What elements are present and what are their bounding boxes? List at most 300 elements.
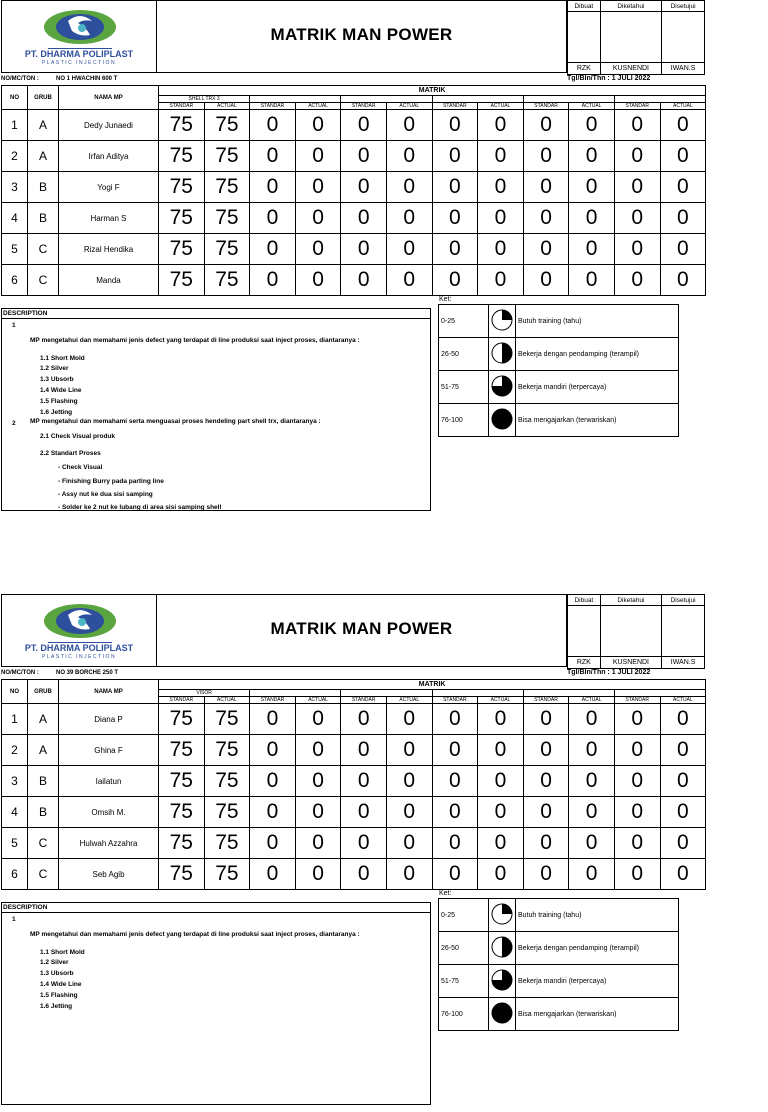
date-label: Tgl/Bln/Thn : 1 JULI 2022 bbox=[567, 75, 651, 82]
row-no: 3 bbox=[2, 766, 28, 797]
lower-section bbox=[0, 890, 706, 1112]
score-cell: 75 bbox=[159, 704, 205, 735]
score-cell: 0 bbox=[341, 234, 387, 265]
table-row bbox=[2, 766, 706, 797]
table-row bbox=[2, 859, 706, 890]
signature-cell bbox=[600, 606, 661, 657]
proficiency-pie-icon bbox=[490, 968, 514, 992]
sub-header: ACTUAL bbox=[295, 103, 341, 110]
machine-label: NO/MC/TON : bbox=[1, 670, 39, 676]
signoff-label: Dibuat bbox=[568, 595, 601, 606]
matrik-group-header bbox=[432, 96, 523, 103]
legend-text: Bisa mengajarkan (terwariskan) bbox=[516, 404, 679, 437]
date-label: Tgl/Bln/Thn : 1 JULI 2022 bbox=[567, 669, 651, 676]
legend-range: 51-75 bbox=[439, 371, 489, 404]
machine-value: NO 1 HWACHIN 600 T bbox=[56, 76, 118, 82]
score-cell: 0 bbox=[523, 766, 569, 797]
sub-header: ACTUAL bbox=[660, 697, 706, 704]
row-nama: Ghina F bbox=[59, 735, 159, 766]
sub-header: ACTUAL bbox=[660, 103, 706, 110]
matrik-group-header bbox=[432, 690, 523, 697]
sub-header: ACTUAL bbox=[569, 697, 615, 704]
score-cell: 0 bbox=[569, 766, 615, 797]
score-cell: 75 bbox=[204, 828, 250, 859]
score-cell: 0 bbox=[614, 141, 660, 172]
score-cell: 0 bbox=[250, 141, 296, 172]
legend-row bbox=[439, 899, 679, 932]
score-cell: 0 bbox=[386, 859, 432, 890]
description-line: MP mengetahui dan memahami serta menguasai proses hendeling part shell trx, diantaranya : bbox=[30, 418, 321, 425]
score-cell: 0 bbox=[523, 172, 569, 203]
score-cell: 0 bbox=[295, 797, 341, 828]
score-cell: 0 bbox=[341, 735, 387, 766]
score-cell: 0 bbox=[386, 766, 432, 797]
score-cell: 0 bbox=[523, 110, 569, 141]
description-line: - Assy nut ke dua sisi samping bbox=[58, 491, 153, 498]
score-cell: 0 bbox=[295, 265, 341, 296]
description-line: 1.1 Short Mold bbox=[40, 355, 85, 362]
row-grub: B bbox=[28, 766, 59, 797]
score-cell: 75 bbox=[159, 828, 205, 859]
legend-table bbox=[438, 898, 679, 1031]
score-cell: 0 bbox=[660, 704, 706, 735]
sheet-header bbox=[0, 594, 706, 668]
row-no: 6 bbox=[2, 265, 28, 296]
header-nama: NAMA MP bbox=[59, 680, 159, 704]
sub-header: STANDAR bbox=[432, 697, 478, 704]
score-cell: 0 bbox=[432, 141, 478, 172]
signature-cell bbox=[662, 12, 705, 63]
score-cell: 0 bbox=[614, 735, 660, 766]
score-cell: 0 bbox=[250, 859, 296, 890]
score-cell: 0 bbox=[432, 766, 478, 797]
sub-header: STANDAR bbox=[523, 697, 569, 704]
legend-row bbox=[439, 305, 679, 338]
score-cell: 0 bbox=[569, 203, 615, 234]
sub-header: STANDAR bbox=[614, 103, 660, 110]
legend-row bbox=[439, 965, 679, 998]
score-cell: 0 bbox=[614, 234, 660, 265]
sub-header: STANDAR bbox=[250, 103, 296, 110]
score-cell: 0 bbox=[569, 735, 615, 766]
signoff-name: IWAN.S bbox=[662, 657, 705, 669]
table-row bbox=[2, 110, 706, 141]
score-cell: 75 bbox=[204, 203, 250, 234]
score-cell: 0 bbox=[614, 828, 660, 859]
description-line: - Solder ke 2 nut ke lubang di area sisi samping shell bbox=[58, 504, 222, 511]
proficiency-pie-icon bbox=[490, 374, 514, 398]
score-cell: 0 bbox=[569, 704, 615, 735]
score-cell: 0 bbox=[523, 203, 569, 234]
row-no: 4 bbox=[2, 203, 28, 234]
score-cell: 0 bbox=[341, 265, 387, 296]
score-cell: 0 bbox=[523, 735, 569, 766]
score-cell: 0 bbox=[341, 704, 387, 735]
score-cell: 0 bbox=[250, 265, 296, 296]
score-cell: 0 bbox=[341, 141, 387, 172]
row-nama: Omsih M. bbox=[59, 797, 159, 828]
score-cell: 0 bbox=[295, 735, 341, 766]
company-subtitle: PLASTIC INJECTION bbox=[41, 654, 117, 660]
score-cell: 0 bbox=[569, 859, 615, 890]
legend-row bbox=[439, 998, 679, 1031]
score-cell: 0 bbox=[386, 172, 432, 203]
machine-value: NO 39 BORCHE 250 T bbox=[56, 670, 119, 676]
row-nama: Diana P bbox=[59, 704, 159, 735]
score-cell: 75 bbox=[159, 110, 205, 141]
description-line: 1.3 Ubsorb bbox=[40, 376, 74, 383]
score-cell: 75 bbox=[159, 234, 205, 265]
score-cell: 0 bbox=[614, 797, 660, 828]
score-cell: 0 bbox=[478, 234, 524, 265]
score-cell: 75 bbox=[159, 172, 205, 203]
score-cell: 0 bbox=[295, 203, 341, 234]
legend-range: 51-75 bbox=[439, 965, 489, 998]
legend-range: 76-100 bbox=[439, 998, 489, 1031]
score-cell: 0 bbox=[432, 110, 478, 141]
row-no: 1 bbox=[2, 110, 28, 141]
matrik-group-header bbox=[250, 690, 341, 697]
score-cell: 0 bbox=[523, 704, 569, 735]
score-cell: 0 bbox=[432, 859, 478, 890]
sub-header: ACTUAL bbox=[478, 697, 524, 704]
description-line: - Check Visual bbox=[58, 464, 103, 471]
score-cell: 75 bbox=[204, 110, 250, 141]
score-cell: 0 bbox=[432, 828, 478, 859]
header-matrik: MATRIK bbox=[159, 86, 706, 96]
description-line: 1.5 Flashing bbox=[40, 992, 78, 999]
score-cell: 0 bbox=[432, 797, 478, 828]
score-cell: 0 bbox=[341, 859, 387, 890]
score-cell: 0 bbox=[432, 735, 478, 766]
score-cell: 0 bbox=[614, 172, 660, 203]
table-row bbox=[2, 172, 706, 203]
sub-header: ACTUAL bbox=[204, 103, 250, 110]
legend-text: Butuh training (tahu) bbox=[516, 305, 679, 338]
meta-row bbox=[0, 668, 706, 679]
score-cell: 0 bbox=[478, 797, 524, 828]
description-line: 1.1 Short Mold bbox=[40, 949, 85, 956]
score-cell: 75 bbox=[204, 234, 250, 265]
row-grub: B bbox=[28, 172, 59, 203]
matrik-group-header bbox=[250, 96, 341, 103]
header-grub: GRUB bbox=[28, 680, 59, 704]
company-name: PT. DHARMA POLIPLAST bbox=[24, 49, 134, 59]
score-cell: 0 bbox=[432, 234, 478, 265]
header-no: NO bbox=[2, 86, 28, 110]
score-cell: 75 bbox=[204, 141, 250, 172]
row-grub: C bbox=[28, 265, 59, 296]
signature-cell bbox=[662, 606, 705, 657]
score-cell: 0 bbox=[614, 110, 660, 141]
score-cell: 0 bbox=[295, 172, 341, 203]
signoff-name: KUSNENDI bbox=[600, 657, 661, 669]
legend-row bbox=[439, 338, 679, 371]
score-cell: 0 bbox=[250, 797, 296, 828]
row-no: 4 bbox=[2, 797, 28, 828]
title-box bbox=[157, 594, 567, 667]
signoff-name: KUSNENDI bbox=[600, 63, 661, 75]
matrik-group-header bbox=[523, 96, 614, 103]
description-line: 1.5 Flashing bbox=[40, 398, 78, 405]
legend-text: Bekerja dengan pendamping (terampil) bbox=[516, 932, 679, 965]
legend-text: Bekerja mandiri (terpercaya) bbox=[516, 965, 679, 998]
score-cell: 0 bbox=[569, 172, 615, 203]
sheet-header bbox=[0, 0, 706, 74]
score-cell: 75 bbox=[159, 766, 205, 797]
score-cell: 0 bbox=[250, 110, 296, 141]
signoff-label: Diketahui bbox=[600, 1, 661, 12]
legend-range: 0-25 bbox=[439, 305, 489, 338]
description-line: 1.6 Jetting bbox=[40, 1003, 73, 1010]
legend-text: Bekerja dengan pendamping (terampil) bbox=[516, 338, 679, 371]
sub-header: STANDAR bbox=[159, 103, 205, 110]
matrik-group-header bbox=[523, 690, 614, 697]
page-title: MATRIK MAN POWER bbox=[270, 25, 453, 44]
score-cell: 75 bbox=[159, 735, 205, 766]
score-cell: 75 bbox=[159, 203, 205, 234]
score-cell: 75 bbox=[204, 797, 250, 828]
machine-label: NO/MC/TON : bbox=[1, 76, 39, 82]
sub-header: ACTUAL bbox=[295, 697, 341, 704]
legend-text: Bekerja mandiri (terpercaya) bbox=[516, 371, 679, 404]
matrik-group-header bbox=[341, 96, 432, 103]
table-row bbox=[2, 797, 706, 828]
description-line: 1.4 Wide Line bbox=[40, 981, 82, 988]
row-nama: Iailatun bbox=[59, 766, 159, 797]
score-cell: 0 bbox=[341, 110, 387, 141]
score-cell: 0 bbox=[614, 766, 660, 797]
score-cell: 75 bbox=[159, 859, 205, 890]
signoff-name: IWAN.S bbox=[662, 63, 705, 75]
description-line: 1.2 Silver bbox=[40, 365, 69, 372]
lower-section bbox=[0, 296, 706, 518]
score-cell: 0 bbox=[295, 766, 341, 797]
description-box bbox=[1, 902, 431, 1105]
score-cell: 0 bbox=[478, 265, 524, 296]
sub-header: STANDAR bbox=[432, 103, 478, 110]
score-cell: 0 bbox=[614, 859, 660, 890]
company-name: PT. DHARMA POLIPLAST bbox=[24, 643, 134, 653]
sub-header: ACTUAL bbox=[386, 697, 432, 704]
score-cell: 0 bbox=[478, 110, 524, 141]
description-header: DESCRIPTION bbox=[2, 903, 430, 913]
row-no: 1 bbox=[2, 704, 28, 735]
score-cell: 75 bbox=[159, 265, 205, 296]
description-line: 1.4 Wide Line bbox=[40, 387, 82, 394]
row-nama: Yogi F bbox=[59, 172, 159, 203]
score-cell: 0 bbox=[295, 704, 341, 735]
page-title: MATRIK MAN POWER bbox=[270, 619, 453, 638]
table-row bbox=[2, 265, 706, 296]
description-line: 1 bbox=[12, 322, 16, 329]
row-grub: B bbox=[28, 203, 59, 234]
score-cell: 0 bbox=[660, 735, 706, 766]
logo-box bbox=[1, 594, 157, 667]
header-grub: GRUB bbox=[28, 86, 59, 110]
score-cell: 0 bbox=[341, 203, 387, 234]
row-nama: Dedy Junaedi bbox=[59, 110, 159, 141]
sub-header: ACTUAL bbox=[569, 103, 615, 110]
score-cell: 0 bbox=[569, 110, 615, 141]
score-cell: 0 bbox=[478, 766, 524, 797]
row-grub: C bbox=[28, 859, 59, 890]
signoff-table bbox=[567, 594, 705, 667]
row-grub: A bbox=[28, 110, 59, 141]
row-no: 3 bbox=[2, 172, 28, 203]
score-cell: 0 bbox=[341, 797, 387, 828]
matrik-group-header bbox=[614, 690, 705, 697]
description-line: MP mengetahui dan memahami jenis defect yang terdapat di line produksi saat inject proses, diantaranya : bbox=[30, 337, 360, 344]
score-cell: 0 bbox=[569, 234, 615, 265]
score-cell: 0 bbox=[660, 265, 706, 296]
score-cell: 75 bbox=[159, 797, 205, 828]
ket-label: Ket: bbox=[439, 296, 452, 303]
row-no: 5 bbox=[2, 828, 28, 859]
legend-table bbox=[438, 304, 679, 437]
score-cell: 0 bbox=[478, 141, 524, 172]
signoff-name: RZK bbox=[568, 63, 601, 75]
legend-range: 26-50 bbox=[439, 932, 489, 965]
logo-box bbox=[1, 0, 157, 73]
row-no: 6 bbox=[2, 859, 28, 890]
row-nama: Irfan Aditya bbox=[59, 141, 159, 172]
score-cell: 0 bbox=[569, 797, 615, 828]
row-nama: Rizal Hendika bbox=[59, 234, 159, 265]
sub-header: ACTUAL bbox=[478, 103, 524, 110]
row-nama: Manda bbox=[59, 265, 159, 296]
row-grub: A bbox=[28, 735, 59, 766]
table-row bbox=[2, 234, 706, 265]
description-line: 1.2 Silver bbox=[40, 959, 69, 966]
matrix-table bbox=[1, 85, 706, 296]
ket-label: Ket: bbox=[439, 890, 452, 897]
table-row bbox=[2, 141, 706, 172]
score-cell: 75 bbox=[204, 766, 250, 797]
header-no: NO bbox=[2, 680, 28, 704]
score-cell: 0 bbox=[614, 704, 660, 735]
proficiency-pie-icon bbox=[490, 341, 514, 365]
legend-range: 76-100 bbox=[439, 404, 489, 437]
score-cell: 0 bbox=[386, 828, 432, 859]
sub-header: STANDAR bbox=[523, 103, 569, 110]
sub-header: STANDAR bbox=[614, 697, 660, 704]
score-cell: 0 bbox=[660, 859, 706, 890]
matrix-sheet bbox=[0, 594, 706, 1112]
score-cell: 0 bbox=[386, 141, 432, 172]
matrik-group-header bbox=[614, 96, 705, 103]
signature-cell bbox=[600, 12, 661, 63]
score-cell: 0 bbox=[569, 141, 615, 172]
score-cell: 0 bbox=[660, 141, 706, 172]
signoff-table bbox=[567, 0, 705, 73]
score-cell: 0 bbox=[478, 172, 524, 203]
score-cell: 0 bbox=[295, 110, 341, 141]
score-cell: 0 bbox=[386, 704, 432, 735]
score-cell: 0 bbox=[523, 828, 569, 859]
score-cell: 0 bbox=[660, 203, 706, 234]
sub-header: STANDAR bbox=[250, 697, 296, 704]
score-cell: 0 bbox=[250, 704, 296, 735]
score-cell: 0 bbox=[660, 234, 706, 265]
legend-range: 26-50 bbox=[439, 338, 489, 371]
description-line: 1.6 Jetting bbox=[40, 409, 73, 416]
score-cell: 0 bbox=[614, 203, 660, 234]
legend-row bbox=[439, 371, 679, 404]
row-no: 2 bbox=[2, 141, 28, 172]
score-cell: 0 bbox=[250, 172, 296, 203]
header-matrik: MATRIK bbox=[159, 680, 706, 690]
matrix-table bbox=[1, 679, 706, 890]
row-no: 2 bbox=[2, 735, 28, 766]
title-box bbox=[157, 0, 567, 73]
matrik-group-header bbox=[341, 690, 432, 697]
score-cell: 0 bbox=[432, 265, 478, 296]
description-line: 1.3 Ubsorb bbox=[40, 970, 74, 977]
header-nama: NAMA MP bbox=[59, 86, 159, 110]
signature-cell bbox=[568, 12, 601, 63]
score-cell: 0 bbox=[386, 234, 432, 265]
score-cell: 0 bbox=[386, 203, 432, 234]
signoff-label: Dibuat bbox=[568, 1, 601, 12]
legend-text: Bisa mengajarkan (terwariskan) bbox=[516, 998, 679, 1031]
score-cell: 0 bbox=[295, 828, 341, 859]
score-cell: 0 bbox=[614, 265, 660, 296]
sub-header: STANDAR bbox=[341, 103, 387, 110]
score-cell: 75 bbox=[159, 141, 205, 172]
row-nama: Hulwah Azzahra bbox=[59, 828, 159, 859]
row-grub: A bbox=[28, 704, 59, 735]
sub-header: STANDAR bbox=[159, 697, 205, 704]
score-cell: 0 bbox=[432, 172, 478, 203]
score-cell: 75 bbox=[204, 704, 250, 735]
matrik-group-header: SHELL TRX 3 bbox=[159, 96, 250, 103]
legend-row bbox=[439, 932, 679, 965]
description-line: 2 bbox=[12, 420, 16, 427]
score-cell: 0 bbox=[478, 859, 524, 890]
row-no: 5 bbox=[2, 234, 28, 265]
score-cell: 0 bbox=[386, 797, 432, 828]
legend-text: Butuh training (tahu) bbox=[516, 899, 679, 932]
score-cell: 0 bbox=[432, 704, 478, 735]
score-cell: 0 bbox=[660, 110, 706, 141]
description-line: 1 bbox=[12, 916, 16, 923]
score-cell: 75 bbox=[204, 859, 250, 890]
score-cell: 0 bbox=[295, 141, 341, 172]
score-cell: 0 bbox=[250, 828, 296, 859]
row-grub: C bbox=[28, 828, 59, 859]
score-cell: 0 bbox=[660, 797, 706, 828]
score-cell: 0 bbox=[660, 766, 706, 797]
proficiency-pie-icon bbox=[490, 935, 514, 959]
score-cell: 0 bbox=[250, 766, 296, 797]
signoff-name: RZK bbox=[568, 657, 601, 669]
row-nama: Harman S bbox=[59, 203, 159, 234]
sub-header: ACTUAL bbox=[204, 697, 250, 704]
score-cell: 75 bbox=[204, 265, 250, 296]
score-cell: 0 bbox=[478, 203, 524, 234]
score-cell: 75 bbox=[204, 172, 250, 203]
row-grub: B bbox=[28, 797, 59, 828]
description-box bbox=[1, 308, 431, 511]
proficiency-pie-icon bbox=[490, 308, 514, 332]
table-row bbox=[2, 704, 706, 735]
score-cell: 0 bbox=[569, 828, 615, 859]
sub-header: STANDAR bbox=[341, 697, 387, 704]
description-line: 2.1 Check Visual produk bbox=[40, 433, 116, 440]
score-cell: 0 bbox=[432, 203, 478, 234]
meta-row bbox=[0, 74, 706, 85]
